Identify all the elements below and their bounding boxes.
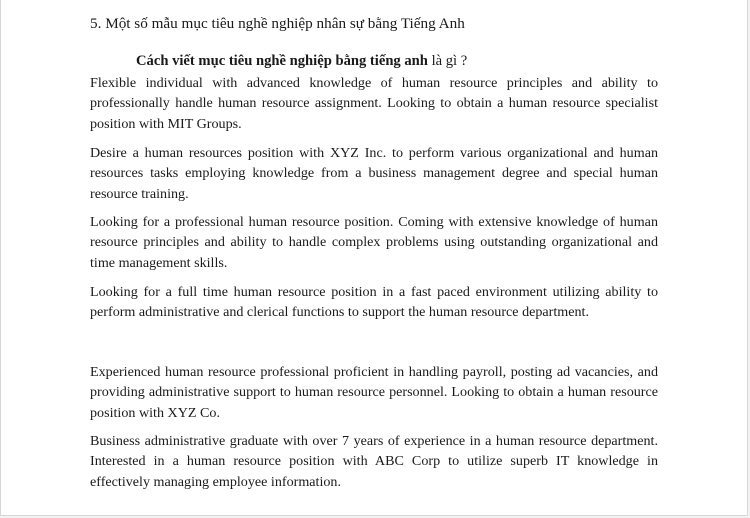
subheading-suffix-text: là gì ? (427, 53, 468, 69)
paragraph-5: Experienced human resource professional proficient in handling payroll, posting ad vacancies, and providing administrative support to human resource personnel. Looking to obtain a human resource position with XYZ Co. (90, 364, 658, 421)
paragraph-1: Flexible individual with advanced knowledge of human resource principles and ability to professionally handle human resource assignment. Looking to obtain a human resource specialist position with MIT Groups. (90, 75, 658, 132)
section-heading: 5. Một số mẫu mục tiêu nghề nghiệp nhân sự bằng Tiếng Anh (90, 15, 465, 32)
subheading-bold-text: Cách viết mục tiêu nghề nghiệp bằng tiếng anh (136, 53, 428, 69)
paragraph-3: Looking for a professional human resource position. Coming with extensive knowledge of human resource principles and ability to handle complex problems using outstanding organizational and time management skills. (90, 214, 658, 271)
section-subheading (136, 52, 467, 71)
paragraph-4: Looking for a full time human resource position in a fast paced environment utilizing ability to perform administrative and clerical functions to support the human resource department. (90, 284, 658, 321)
paragraph-2: Desire a human resources position with XYZ Inc. to perform various organizational and human resources tasks employing knowledge from a business management degree and special human resource training. (90, 145, 658, 202)
paragraph-6: Business administrative graduate with over 7 years of experience in a human resource department. Interested in a human resource position with ABC Corp to utilize superb IT knowledge in effectively managing employee information. (90, 433, 658, 490)
